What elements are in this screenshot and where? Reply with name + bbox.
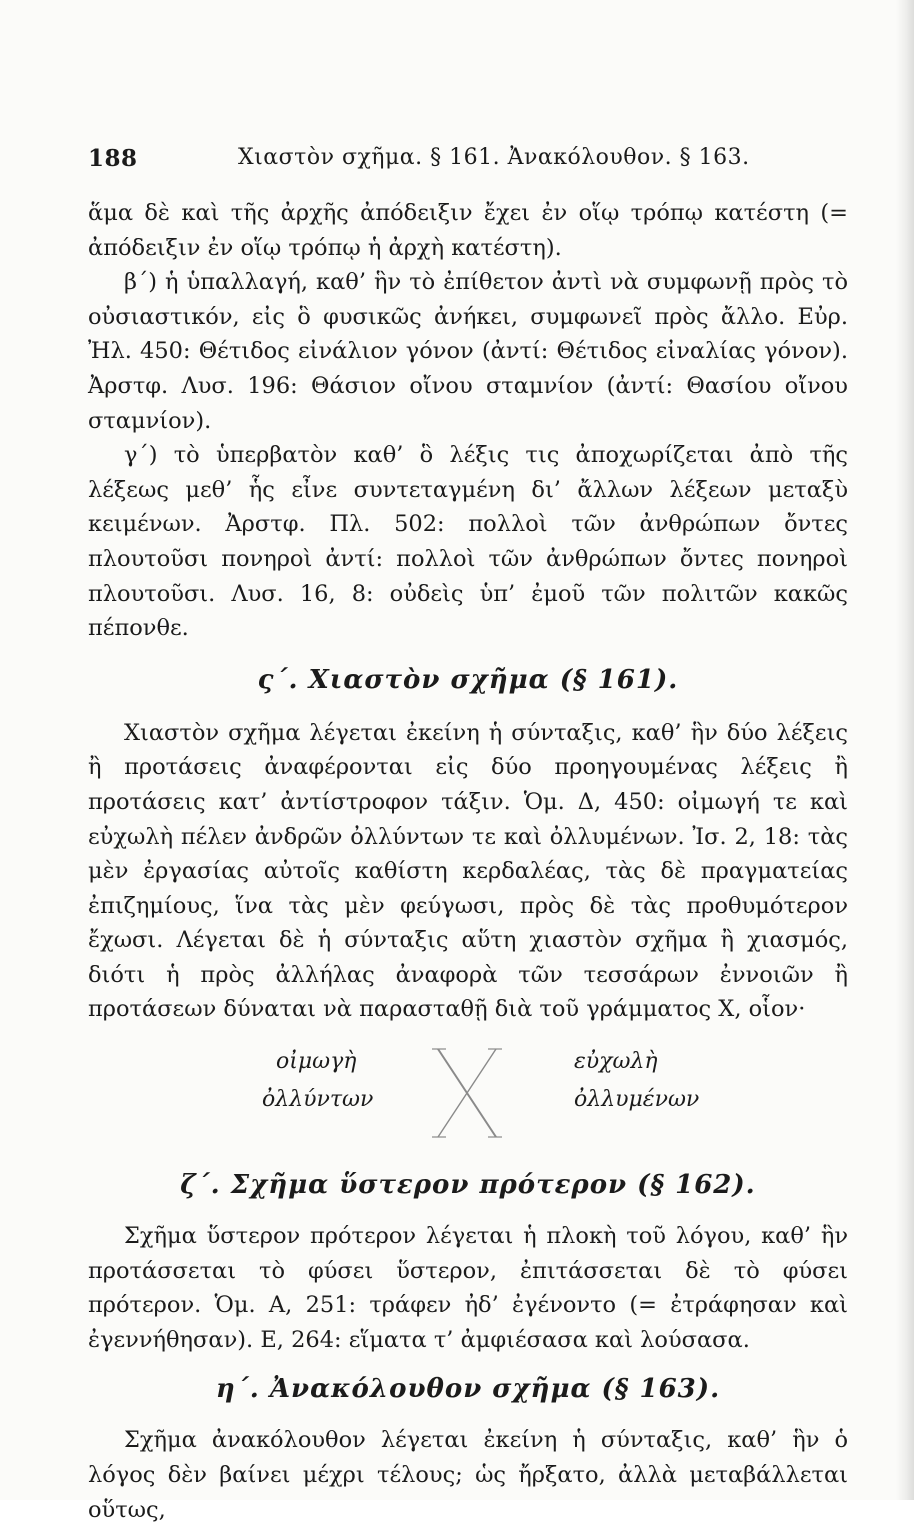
spine-shadow (896, 0, 914, 1500)
section-heading-chiasm: ς΄. Χιαστὸν σχῆμα (§ 161). (257, 664, 679, 695)
chiasm-diagram (88, 1045, 848, 1155)
page-number: 188 (88, 145, 138, 172)
paragraph-hysteron-proteron: Σχῆμα ὕστερον πρότερον λέγεται ἡ πλοκὴ τοῦ λόγου, καθ’ ἣν προτάσσεται τὸ φύσει ὕστερον, ἐπιτάσσεται δὲ τὸ φύσει πρότερον. Ὁμ. Α, 251: τράφεν ἠδ’ ἐγένοντο (= ἐτράφησαν καὶ ἐγεννήθησαν). Ε, 264: εἵματα τ’ ἀμφιέσασα καὶ λούσασα. (88, 1223, 848, 1353)
chiasm-word-bottom-right: ὀλλυμένων (574, 1087, 700, 1113)
chiasm-word-bottom-left: ὀλλύντων (262, 1087, 374, 1113)
section-heading-hysteron-proteron: ζ΄. Σχῆμα ὕστερον πρότερον (§ 162). (180, 1170, 756, 1201)
text-block (88, 196, 848, 1527)
chiasm-x-glyph (432, 1045, 502, 1141)
paragraph-hypallage: β΄) ἡ ὑπαλλαγή, καθ’ ἣν τὸ ἐπίθετον ἀντὶ νὰ συμφωνῇ πρὸς τὸ οὐσιαστικόν, εἰς ὃ φυσικῶς ἀνήκει, συμφωνεῖ πρὸς ἄλλο. Εὐρ. Ἠλ. 450: Θέτιδος εἰνάλιον γόνον (ἀντί: Θέτιδος εἰναλίας γόνον). Ἀρστφ. Λυσ. 196: Θάσιον οἴνου σταμνίον (ἀντί: Θασίου οἴνου σταμνίον). (88, 269, 848, 434)
chiasm-word-top-left: οἰμωγὴ (276, 1049, 357, 1075)
chiasm-word-top-right: εὐχωλὴ (574, 1049, 658, 1075)
running-head-title: Χιαστὸν σχῆμα. § 161. Ἀνακόλουθον. § 163. (238, 145, 750, 170)
paragraph-chiasm: Χιαστὸν σχῆμα λέγεται ἐκείνη ἡ σύνταξις, καθ’ ἣν δύο λέξεις ἢ προτάσεις ἀναφέρονται εἰς δύο προηγουμένας λέξεις ἢ προτάσεις κατ’ ἀντίστροφον τάξιν. Ὁμ. Δ, 450: οἰμωγή τε καὶ εὐχωλὴ πέλεν ἀνδρῶν ὀλλύντων τε καὶ ὀλλυμένων. Ἰσ. 2, 18: τὰς μὲν ἐργασίας αὐτοῖς καθίστη κερδαλέας, τὰς δὲ πραγματείας ἐπιζημίους, ἵνα τὰς μὲν φεύγωσι, πρὸς δὲ τὰς προθυμότερον ἔχωσι. Λέγεται δὲ ἡ σύνταξις αὕτη χιαστὸν σχῆμα ἢ χιασμός, διότι ἡ πρὸς ἀλλήλας ἀναφορὰ τῶν τεσσάρων ἐννοιῶν ἢ προτάσεων δύναται νὰ παρασταθῇ διὰ τοῦ γράμματος Χ, οἷον· (88, 719, 848, 1023)
running-head (88, 145, 848, 179)
paragraph-continuation: ἅμα δὲ καὶ τῆς ἀρχῆς ἀπόδειξιν ἔχει ἐν οἵῳ τρόπῳ κατέστη (= ἀπόδειξιν ἐν οἵῳ τρόπῳ ἡ ἀρχὴ κατέστη). (88, 200, 848, 261)
paragraph-hyperbaton: γ΄) τὸ ὑπερβατὸν καθ’ ὃ λέξις τις ἀποχωρίζεται ἀπὸ τῆς λέξεως μεθ’ ἧς εἶνε συντεταγμένη δι’ ἄλλων λέξεων μεταξὺ κειμένων. Ἀρστφ. Πλ. 502: πολλοὶ τῶν ἀνθρώπων ὄντες πλουτοῦσι πονηροὶ ἀντί: πολλοὶ τῶν ἀνθρώπων ὄντες πονηροὶ πλουτοῦσι. Λυσ. 16, 8: οὐδεὶς ὑπ’ ἐμοῦ τῶν πολιτῶν κακῶς πέπονθε. (88, 442, 848, 642)
paragraph-anacoluthon: Σχῆμα ἀνακόλουθον λέγεται ἐκείνη ἡ σύνταξις, καθ’ ἣν ὁ λόγος δὲν βαίνει μέχρι τέλους; ὡς ἤρξατο, ἀλλὰ μεταβάλλεται οὕτως, (88, 1427, 848, 1523)
section-heading-anacoluthon: η΄. Ἀνακόλουθον σχῆμα (§ 163). (215, 1374, 721, 1405)
